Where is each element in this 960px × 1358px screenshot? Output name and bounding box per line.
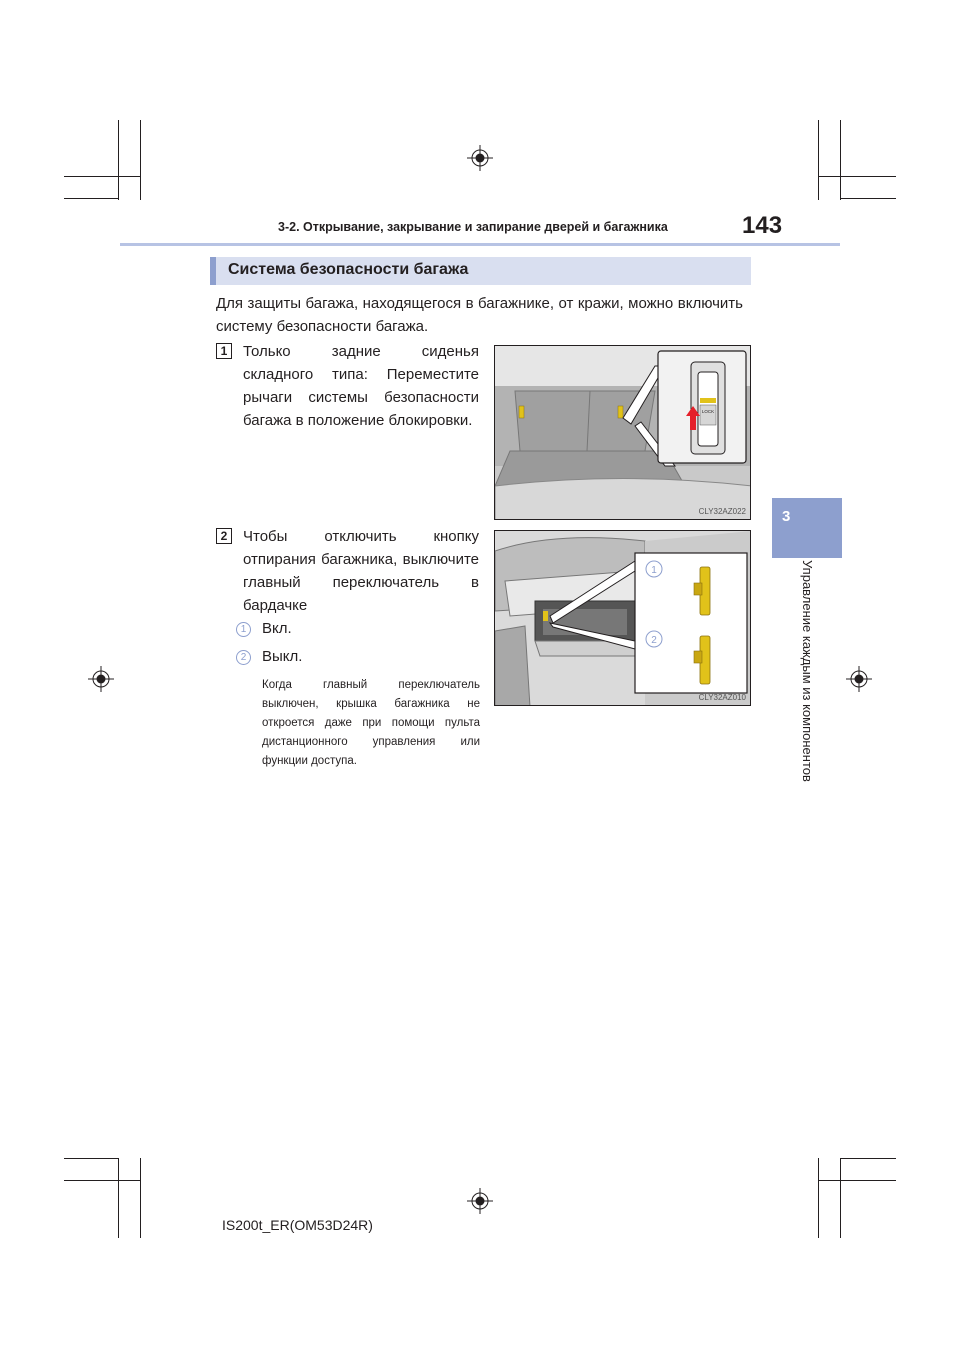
section-title: Система безопасности багажа — [228, 261, 469, 278]
note-text: Когда главный переключатель выключен, крышка багажника не откроется даже при помощи пульта дистанционного управления или функции доступа. — [262, 679, 480, 767]
figure-code: CLY32AZ022 — [698, 507, 746, 516]
crop-mark — [818, 120, 819, 200]
chapter-tab-number: 3 — [782, 508, 791, 525]
crop-mark — [64, 1158, 118, 1159]
crop-mark — [818, 1158, 819, 1238]
crop-mark — [840, 1158, 896, 1159]
sub-item-number: 2 — [236, 650, 251, 665]
crop-mark — [840, 198, 896, 199]
figure-callout-1: 1 — [651, 565, 657, 576]
crop-mark — [818, 176, 896, 177]
figure-lock-label: LOCK — [701, 409, 715, 414]
crop-mark — [140, 1158, 141, 1238]
sub-item-number: 1 — [236, 622, 251, 637]
figure-trunk-locks — [494, 345, 751, 520]
crop-mark — [64, 1180, 140, 1181]
figure-glovebox-switch — [494, 530, 751, 706]
chapter-tab — [772, 498, 842, 558]
document-code: IS200t_ER(OM53D24R) — [222, 1217, 373, 1233]
crop-mark — [64, 198, 118, 199]
crop-mark — [118, 1158, 119, 1238]
step-number: 1 — [216, 343, 232, 359]
page-number: 143 — [742, 212, 783, 239]
section-heading — [210, 257, 751, 285]
step-text: Чтобы отключить кнопку отпирания багажника, выключите главный переключатель в бардачке — [243, 528, 479, 614]
registration-mark-icon — [846, 666, 872, 692]
sub-item-label: Выкл. — [262, 648, 303, 665]
registration-mark-icon — [467, 145, 493, 171]
registration-mark-icon — [88, 666, 114, 692]
figure-callout-2: 2 — [651, 635, 657, 646]
crop-mark — [818, 1180, 896, 1181]
glovebox-illustration — [495, 531, 751, 706]
crop-mark — [140, 120, 141, 200]
chapter-tab-label: Управление каждым из компонентов — [800, 560, 815, 782]
crop-mark — [64, 176, 140, 177]
header-divider — [120, 243, 840, 246]
section-intro: Для защиты багажа, находящегося в багажнике, от кражи, можно включить систему безопасности багажа. — [216, 295, 743, 335]
figure-code: CLY32AZ010 — [698, 693, 746, 702]
step-text: Только задние сиденья складного типа: Переместите рычаги системы безопасности багажа в положение блокировки. — [243, 343, 479, 429]
registration-mark-icon — [467, 1188, 493, 1214]
sub-item-label: Вкл. — [262, 620, 292, 637]
step-number: 2 — [216, 528, 232, 544]
crop-mark — [118, 120, 119, 200]
crop-mark — [840, 120, 841, 200]
crop-mark — [840, 1158, 841, 1238]
trunk-illustration — [495, 346, 751, 520]
chapter-title: 3-2. Открывание, закрывание и запирание дверей и багажника — [278, 220, 668, 234]
